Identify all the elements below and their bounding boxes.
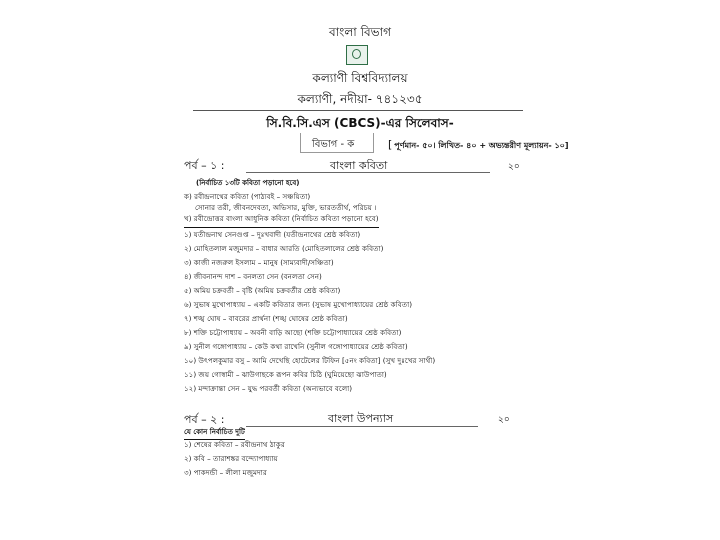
list-item: ২) মোহিতলাল মজুমদার – বাধার আরতি (মোহিতলালের শ্রেষ্ঠ কবিতা) [184,244,384,253]
university-address: কল্যাণী, নদীয়া- ৭৪১২৩৫ [297,92,423,106]
list-item: সোনার তরী, জীবনদেবতা, অভিসার, মুক্তি, ভারততীর্থ, পরিচয় । [195,203,377,212]
marks-note-text: পূর্ণমান- ৫০। লিখিত- ৪০ + অভ্যন্তরীণ মূল্যায়ন- ১০] [394,141,569,150]
paper2-rule [246,426,478,427]
syllabus-title: সি.বি.সি.এস (CBCS)-এর সিলেবাস- [266,116,454,130]
list-item: ১) যতীন্দ্রনাথ সেনগুপ্ত – দুঃখবাদী (যতীন্দ্রনাথের শ্রেষ্ঠ কবিতা) [184,230,361,239]
paper2-note: যে কোন নির্বাচিত দুটি [184,426,245,440]
paper1-label: পর্ব – ১ : [184,159,225,172]
marks-bracket: [ [388,138,393,151]
list-item: খ) রবীন্দ্রোত্তর বাংলা আধুনিক কবিতা (নির্বাচিত কবিতা পড়ানো হবে) [184,214,379,228]
marks-note [388,138,569,153]
header-divider [193,110,523,111]
paper2-title: বাংলা উপন্যাস [328,412,394,425]
list-item: ১) শেষের কবিতা – রবীন্দ্রনাথ ঠাকুর [184,440,285,449]
list-item: ৩) কাজী নজরুল ইসলাম – মানুষ (সাম্যবাদী/সঞ্চিতা) [184,258,334,267]
department-heading: বাংলা বিভাগ [329,25,391,39]
list-item: ৬) সুভাষ মুখোপাধ্যায় – একটি কবিতার জন্য (সুভাষ মুখোপাধ্যায়ের শ্রেষ্ঠ কবিতা) [184,300,412,309]
list-item: ৮) শক্তি চট্টোপাধ্যায় – অবনী বাড়ি আছো (শক্তি চট্টোপাধ্যায়ের শ্রেষ্ঠ কবিতা) [184,328,402,337]
paper2-marks: ২০ [498,415,510,425]
division-label: বিভাগ - ক [312,139,355,150]
list-item: ১২) মন্দাক্রান্তা সেন – যুদ্ধ পরবর্তী কবিতা (অন্যভাবে বলো) [184,384,353,393]
list-item: ৭) শঙ্খ ঘোষ – বাবরের প্রার্থনা (শঙ্খ ঘোষের শ্রেষ্ঠ কবিতা) [184,314,348,323]
paper1-marks: ২০ [508,162,520,172]
list-item: ৯) সুনীল গঙ্গোপাধ্যায় – কেউ কথা রাখেনি (সুনীল গঙ্গোপাধ্যায়ের শ্রেষ্ঠ কবিতা) [184,342,408,351]
list-item: ৫) অমিয় চক্রবর্তী – বৃষ্টি (অমিয় চক্রবর্তীর শ্রেষ্ঠ কবিতা) [184,286,341,295]
list-item: ক) রবীন্দ্রনাথের কবিতা (পাঠ্যবই – সঞ্চয়িতা) [184,192,311,201]
list-item: ১০) উৎপলকুমার বসু – আমি দেখেছি হোটেলের টিফিন [৫নং কবিতা] (সুখ দুঃখের সাথী) [184,356,436,365]
list-item: ১১) জয় গোস্বামী – ঝাউগাছকে রূপন কবির চিঠি (ঘুমিয়েছো ঝাউপাতা) [184,370,387,379]
university-name: কল্যাণী বিশ্ববিদ্যালয় [312,71,408,85]
paper1-note: (নির্বাচিত ১৩টি কবিতা পড়ানো হবে) [196,179,300,187]
paper1-title: বাংলা কবিতা [330,159,388,172]
list-item: ৩) পাকদন্ডী – লীলা মজুমদার [184,468,267,477]
list-item: ৪) জীবনানন্দ দাশ – বনলতা সেন (বনলতা সেন) [184,272,322,281]
list-item: ২) কবি – তারাশঙ্কর বন্দ্যোপাধ্যায় [184,454,278,463]
university-emblem-icon [346,45,368,65]
paper1-rule [246,172,490,173]
paper2-label: পর্ব – ২ : [184,413,225,426]
